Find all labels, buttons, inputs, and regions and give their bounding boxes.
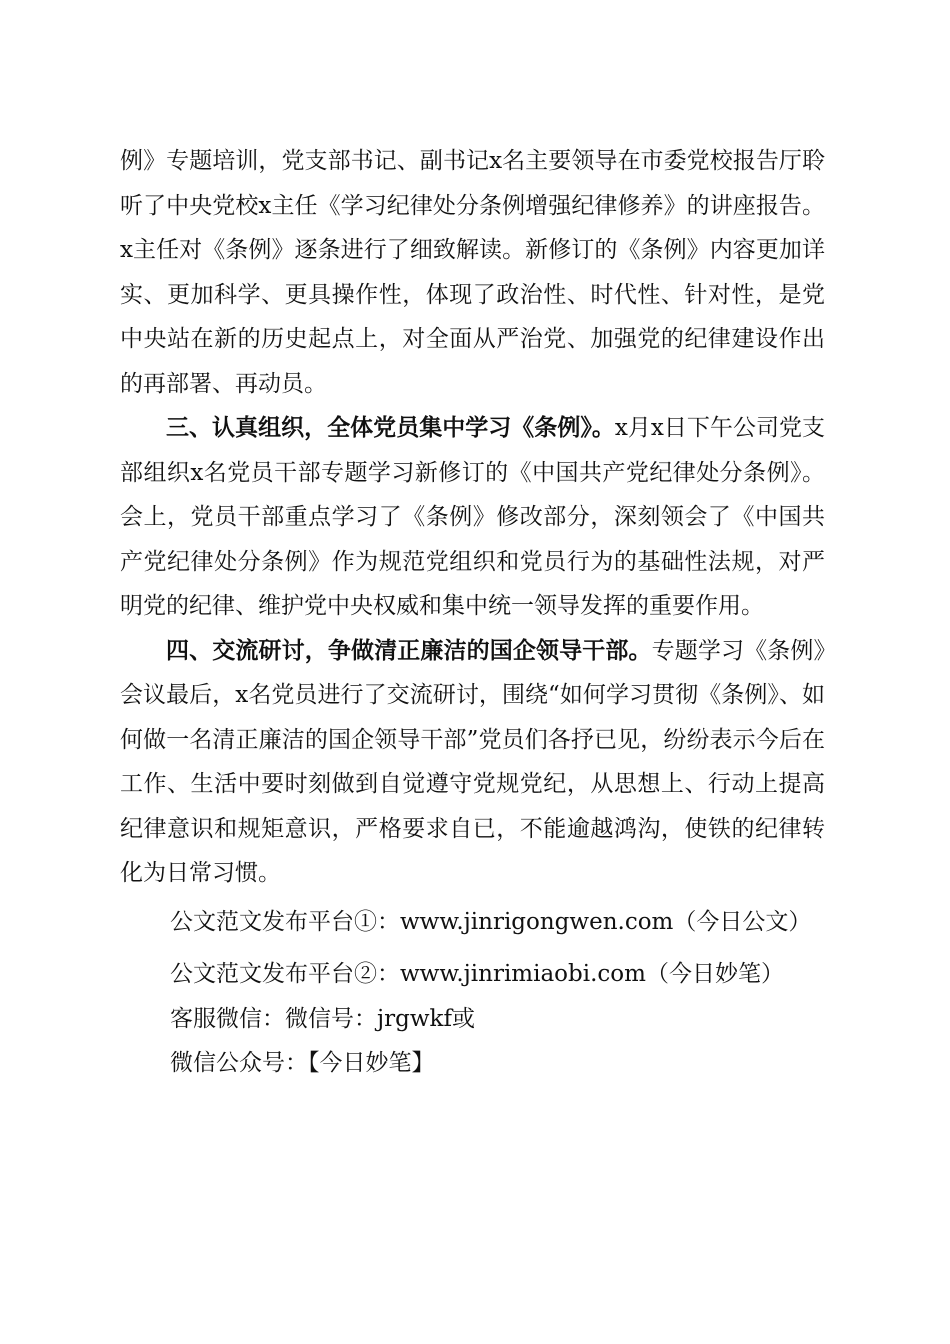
publisher-footer bbox=[120, 900, 825, 1086]
paragraph-section-four bbox=[120, 629, 825, 896]
document-body bbox=[120, 139, 825, 1086]
customer-service-line: 客服微信：微信号：jrgwkf或 bbox=[170, 1005, 475, 1032]
section-four-heading: 四、交流研讨，争做清正廉洁的国企领导干部。 bbox=[166, 637, 652, 664]
section-three-heading: 三、认真组织，全体党员集中学习《条例》。 bbox=[166, 415, 615, 441]
paragraph-section-three bbox=[120, 406, 825, 629]
platform-two-line: 公文范文发布平台②：www.jinrimiaobi.com（今日妙笔） bbox=[170, 961, 784, 987]
paragraph-training-text: 例》专题培训，党支部书记、副书记x名主要领导在市委党校报告厅聆听了中央党校x主任《学习纪律处分条例增强纪律修养》的讲座报告。x主任对《条例》逐条进行了细致解读。新修订的《条例》内容更加详实、更加科学、更具操作性，体现了政治性、时代性、针对性，是党中央站在新的历史起点上，对全面从严治党、加强党的纪律建设作出的再部署、再动员。 bbox=[120, 148, 825, 397]
official-account-line: 微信公众号：【今日妙笔】 bbox=[170, 1050, 435, 1076]
platform-one-line: 公文范文发布平台①：www.jinrigongwen.com（今日公文） bbox=[170, 908, 812, 935]
section-four-text: 专题学习《条例》会议最后，x名党员进行了交流研讨，围绕“如何学习贯彻《条例》、如何做一名清正廉洁的国企领导干部”党员们各抒已见，纷纷表示今后在工作、生活中要时刻做到自觉遵守党规党纪，从思想上、行动上提高纪律意识和规矩意识，严格要求自已，不能逾越鸿沟，使铁的纪律转化为日常习惯。 bbox=[120, 637, 825, 886]
section-three-text: x月x日下午公司党支部组织x名党员干部专题学习新修订的《中国共产党纪律处分条例》。会上，党员干部重点学习了《条例》修改部分，深刻领会了《中国共产党纪律处分条例》作为规范党组织和党员行为的基础性法规，对严明党的纪律、维护党中央权威和集中统一领导发挥的重要作用。 bbox=[120, 415, 826, 619]
paragraph-training bbox=[120, 139, 825, 406]
